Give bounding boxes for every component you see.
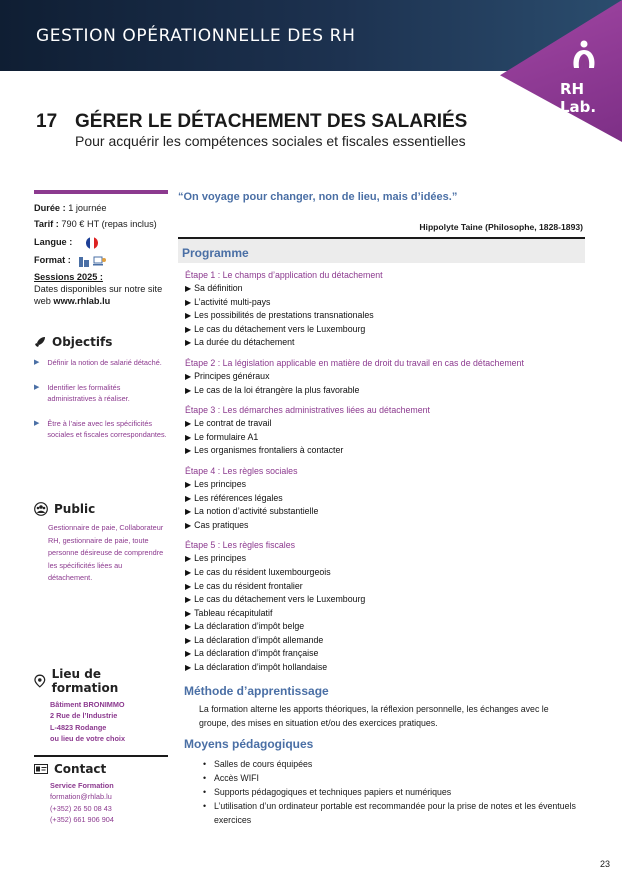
list-item: ▶ Les possibilités de prestations transnationales xyxy=(185,309,585,323)
programme-steps xyxy=(185,270,585,675)
group-icon xyxy=(34,502,48,516)
step-title: Étape 2 : La législation applicable en matière de droit du travail en cas de détachement xyxy=(185,357,524,368)
page-number: 23 xyxy=(600,859,611,869)
list-item: ▶ Les principes xyxy=(185,478,585,492)
list-item: • Salles de cours équipées xyxy=(200,757,580,771)
langue-row: Langue : xyxy=(34,234,168,250)
list-item: ▶ Identifier les formalités administratives à réaliser. xyxy=(34,383,130,403)
moyens-list xyxy=(200,757,580,827)
phone-2[interactable]: (+352) 661 906 904 xyxy=(50,815,114,824)
moyens-heading: Moyens pédagogiques xyxy=(184,737,314,751)
list-item: ▶ Le cas du résident luxembourgeois xyxy=(185,566,585,580)
sessions-info: Sessions 2025 : Dates disponibles sur notre site web www.rhlab.lu xyxy=(34,272,163,306)
public-heading: Public xyxy=(34,502,168,516)
step-title: Étape 3 : Les démarches administratives liées au détachement xyxy=(185,405,430,416)
programme-box xyxy=(178,237,585,263)
list-item: • L’utilisation d’un ordinateur portable est recommandée pour la prise de notes et les éventuels exercices xyxy=(200,799,580,827)
step-title: Étape 5 : Les règles fiscales xyxy=(185,540,296,551)
step-title: Étape 4 : Les règles sociales xyxy=(185,465,298,476)
course-subtitle: Pour acquérir les compétences sociales et fiscales essentielles xyxy=(75,133,466,149)
course-details xyxy=(34,200,168,268)
triangle-bullet-icon: ▶ xyxy=(34,359,40,366)
rocket-icon xyxy=(34,336,46,348)
duree-row: Durée : 1 journée xyxy=(34,203,107,213)
list-item: ▶ Cas pratiques xyxy=(185,519,585,533)
lieu-heading: Lieu de formation xyxy=(34,667,168,695)
email-link[interactable]: formation@rhlab.lu xyxy=(50,792,112,801)
accent-bar xyxy=(34,190,168,194)
list-item: ▶ La déclaration d’impôt allemande xyxy=(185,634,585,648)
building-icon xyxy=(78,255,90,267)
list-item: ▶ La déclaration d’impôt hollandaise xyxy=(185,661,585,675)
list-item: ▶ La déclaration d’impôt française xyxy=(185,647,585,661)
course-title: GÉRER LE DÉTACHEMENT DES SALARIÉS xyxy=(75,111,468,132)
phone-1[interactable]: (+352) 26 50 08 43 xyxy=(50,803,112,813)
contact-details: Service Formation formation@rhlab.lu (+352) 26 50 08 43 (+352) 661 906 904 xyxy=(50,780,168,826)
brand-triangle xyxy=(500,0,622,142)
remote-training-icon xyxy=(93,255,107,267)
list-item: ▶ La déclaration d’impôt belge xyxy=(185,620,585,634)
objectifs-heading: Objectifs xyxy=(34,335,168,349)
contact-section xyxy=(34,755,168,826)
methode-text: La formation alterne les apports théoriques, la réflexion personnelle, les échanges avec le groupe, des mises en situation et/ou des exercices pratiques. xyxy=(199,704,549,728)
public-text: Gestionnaire de paie, Collaborateur RH, gestionnaire de paie, toute personne désireuse de comprendre les spécificités liées au détachement. xyxy=(48,523,164,582)
brand-corner xyxy=(500,0,622,142)
list-item: ▶ L’activité multi-pays xyxy=(185,296,585,310)
list-item: ▶ La durée du détachement xyxy=(185,336,585,350)
programme-heading: Programme xyxy=(178,239,585,263)
section-title: GESTION OPÉRATIONNELLE DES RH xyxy=(36,26,356,46)
list-item: ▶ Le formulaire A1 xyxy=(185,431,585,445)
methode-heading: Méthode d’apprentissage xyxy=(184,684,329,698)
list-item: ▶ Les organismes frontaliers à contacter xyxy=(185,444,585,458)
french-flag-icon xyxy=(86,237,98,249)
step-title: Étape 1 : Le champs d’application du détachement xyxy=(185,270,383,280)
list-item: ▶ Être à l’aise avec les spécificités sociales et fiscales correspondantes. xyxy=(34,419,167,439)
list-item: ▶ Les principes xyxy=(185,552,585,566)
objectifs-list xyxy=(34,357,168,440)
brand-name: RH Lab. xyxy=(560,80,597,116)
info-sidebar xyxy=(34,190,168,826)
list-item: ▶ Les références légales xyxy=(185,492,585,506)
list-item: • Accès WIFI xyxy=(200,771,580,785)
contact-card-icon xyxy=(34,764,48,774)
tarif-row: Tarif : 790 € HT (repas inclus) xyxy=(34,219,157,229)
triangle-bullet-icon: ▶ xyxy=(34,420,40,427)
list-item: ▶ Tableau récapitulatif xyxy=(185,607,585,621)
list-item: ▶ Le cas de la loi étrangère la plus favorable xyxy=(185,384,585,398)
contact-heading: Contact xyxy=(34,762,168,776)
format-row: Format : xyxy=(34,252,168,268)
website-link[interactable]: www.rhlab.lu xyxy=(53,296,111,306)
triangle-bullet-icon: ▶ xyxy=(34,384,40,391)
list-item: ▶ Le cas du détachement vers le Luxembourg xyxy=(185,323,585,337)
list-item: ▶ Le cas du détachement vers le Luxembourg xyxy=(185,593,585,607)
list-item: ▶ La notion d’activité substantielle xyxy=(185,505,585,519)
list-item: ▶ Sa définition xyxy=(185,282,585,296)
list-item: ▶ Le cas du résident frontalier xyxy=(185,580,585,594)
list-item: ▶ Définir la notion de salarié détaché. xyxy=(34,358,162,367)
quote-author: Hippolyte Taine (Philosophe, 1828-1893) xyxy=(419,222,583,232)
location-pin-icon xyxy=(34,674,46,688)
rh-lab-logo-icon xyxy=(566,38,602,74)
list-item: ▶ Principes généraux xyxy=(185,370,585,384)
list-item: • Supports pédagogiques et techniques papiers et numériques xyxy=(200,785,580,799)
course-number: 17 xyxy=(36,111,58,132)
lieu-address: Bâtiment BRONIMMO 2 Rue de l’Industrie L-4823 Rodange ou lieu de votre choix xyxy=(50,699,126,743)
quote-text: “On voyage pour changer, non de lieu, mais d’idées.” xyxy=(178,191,458,203)
list-item: ▶ Le contrat de travail xyxy=(185,417,585,431)
